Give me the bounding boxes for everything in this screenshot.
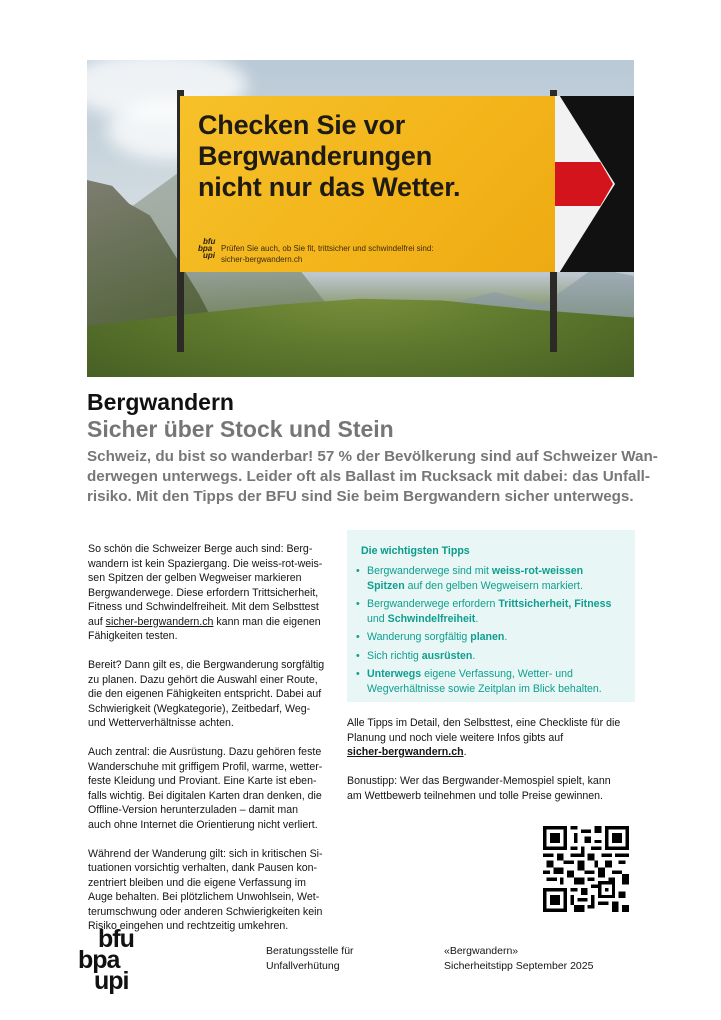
footer-organization: Beratungsstelle für Unfallverhütung bbox=[266, 945, 354, 972]
qr-code-icon[interactable] bbox=[543, 826, 629, 912]
footer-document-info: «Bergwandern» Sicherheitstipp September 2025 bbox=[444, 945, 594, 972]
tip-item: • Bergwanderwege erfordern Trittsicherheit, Fitness und Schwindelfreiheit. bbox=[356, 598, 612, 625]
bfu-logo-small: bfu bpa upi bbox=[198, 237, 216, 260]
tips-title: Die wichtigsten Tipps bbox=[361, 545, 470, 557]
body-column-left bbox=[88, 542, 338, 948]
hero-image bbox=[87, 60, 634, 377]
body-column-right bbox=[347, 716, 637, 818]
bfu-logo: bfu bpa upi bbox=[78, 925, 134, 995]
website-link[interactable]: sicher-bergwandern.ch bbox=[347, 746, 464, 758]
selftest-link[interactable]: sicher-bergwandern.ch bbox=[105, 615, 214, 628]
yellow-sign-board bbox=[180, 96, 555, 272]
lead-paragraph: Schweiz, du bist so wanderbar! 57 % der Bevölkerung sind auf Schweizer Wan- derwegen unterwegs. Leider oft als Ballast im Rucksack mit dabei: das Unfall- risiko. Mit den Tipps der BFU sind Sie beim Bergwandern sicher unterwegs. bbox=[87, 448, 658, 505]
paragraph-equipment: Auch zentral: die Ausrüstung. Dazu gehören feste Wanderschuhe mit griffigem Profil, warme, wetter- feste Kleidung und Proviant. Eine Karte ist eben- falls wichtig. Bei digitalen Karten dran denken, die Offline-Version herunterzuladen – damit man auch ohne Internet die Orientierung nicht verliert. bbox=[88, 746, 323, 831]
bullet-icon: • bbox=[356, 598, 360, 610]
tip-item: • Bergwanderwege sind mit weiss-rot-weissen Spitzen auf den gelben Wegweisern markiert. bbox=[356, 565, 584, 592]
tip-item: • Unterwegs eigene Verfassung, Wetter- und Wegverhältnisse sowie Zeitplan im Blick behalten. bbox=[356, 668, 602, 695]
paragraph-bonus-tip: Bonustipp: Wer das Bergwander-Memospiel spielt, kann am Wettbewerb teilnehmen und tolle Preise gewinnen. bbox=[347, 775, 611, 802]
page-title: Bergwandern bbox=[87, 389, 234, 415]
trail-marker-arrow-icon bbox=[555, 96, 634, 272]
page-subtitle: Sicher über Stock und Stein bbox=[87, 416, 394, 442]
tip-item: • Wanderung sorgfältig planen. bbox=[356, 631, 508, 643]
bullet-icon: • bbox=[356, 668, 360, 680]
bullet-icon: • bbox=[356, 565, 360, 577]
tips-list bbox=[356, 564, 635, 696]
paragraph-planning: Bereit? Dann gilt es, die Bergwanderung sorgfältig zu planen. Dazu gehört die Auswahl einer Route, die den eigenen Fähigkeiten entspricht. Dabei auf Schwierigkeit (Wegkategorie), Zeitbedarf, Weg- und Wetterverhältnisse achten. bbox=[88, 659, 325, 729]
bullet-icon: • bbox=[356, 631, 360, 643]
bullet-icon: • bbox=[356, 649, 360, 662]
paragraph-intro: So schön die Schweizer Berge auch sind: Berg- wandern ist kein Spaziergang. Die weiss-rot-weis- sen Spitzen der gelben Wegweiser markieren Bergwanderwege. Diese erfordern Trittsicherheit, Fitness und Schwindelfreiheit. Mit dem Selbsttest auf sicher-bergwandern.ch kann man die eigenen Fähigkeiten testen. bbox=[88, 543, 323, 642]
paragraph-more-info: Alle Tipps im Detail, den Selbsttest, eine Checkliste für die Planung und noch viele weitere Infos gibts auf sicher-bergwandern.ch. bbox=[347, 717, 621, 758]
paragraph-during-hike: Während der Wanderung gilt: sich in kritischen Si- tuationen vorsichtig verhalten, dank Pausen kon- zentriert bleiben und die eigene Verfassung im Auge behalten. Bei plötzlichem Unwohlsein, Wet- terumschwung oder anderen Schwierigkeiten kein Risiko eingehen und rechtzeitig umkehren. bbox=[88, 847, 323, 932]
tip-item: • Sich richtig ausrüsten. bbox=[356, 649, 476, 662]
tips-box bbox=[347, 530, 635, 702]
sign-headline: Checken Sie vor Bergwanderungen nicht nur das Wetter. bbox=[198, 110, 461, 202]
sign-subline: Prüfen Sie auch, ob Sie fit, trittsicher und schwindelfrei sind: sicher-bergwandern.ch bbox=[221, 244, 434, 264]
